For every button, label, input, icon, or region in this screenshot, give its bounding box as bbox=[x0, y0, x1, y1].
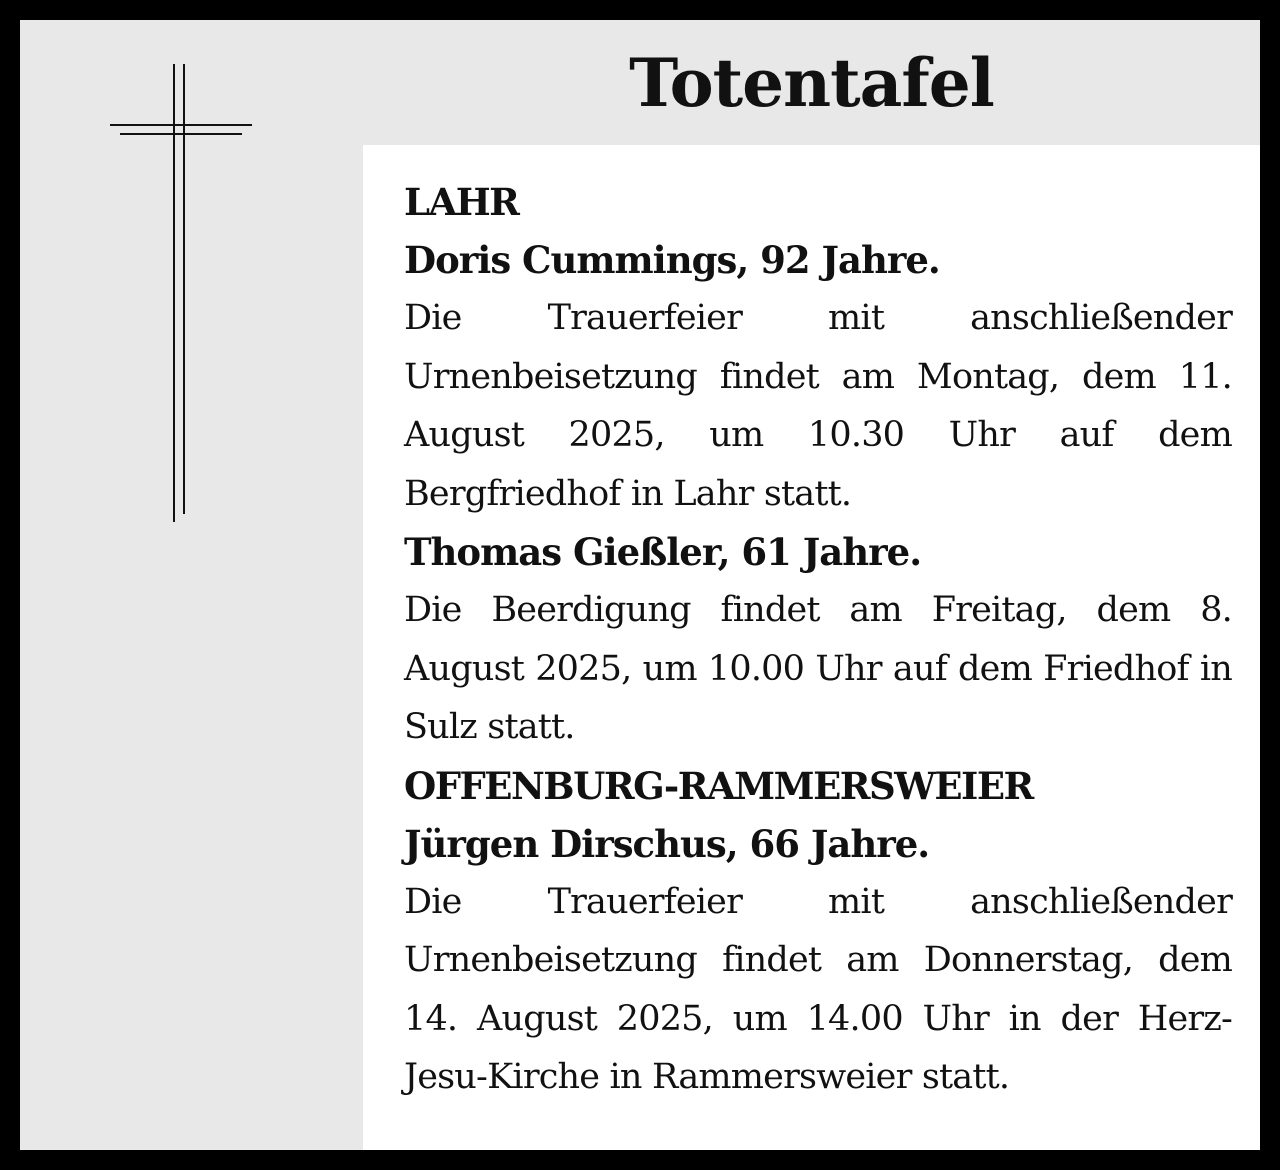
obituary-board bbox=[20, 20, 1260, 1150]
page-title: Totentafel bbox=[629, 44, 994, 122]
deceased-name: Thomas Gießler, 61 Jahre. bbox=[404, 530, 922, 574]
obituary-entry bbox=[404, 757, 1232, 1107]
obituary-list bbox=[363, 145, 1260, 1150]
place-heading: LAHR bbox=[404, 180, 519, 224]
deceased-name: Doris Cummings, 92 Jahre. bbox=[404, 238, 940, 282]
cross-icon bbox=[108, 64, 253, 524]
obituary-entry bbox=[404, 523, 1232, 757]
deceased-name: Jürgen Dirschus, 66 Jahre. bbox=[404, 821, 930, 866]
place-heading: OFFENBURG-RAMMERSWEIER bbox=[404, 763, 1033, 808]
funeral-details: Die Beerdigung findet am Freitag, dem 8. August 2025, um 10.00 Uhr auf dem Friedhof in Sulz statt. bbox=[404, 590, 1232, 747]
funeral-details: Die Trauerfeier mit anschließender Urnenbeisetzung findet am Montag, dem 11. August 2025, um 10.30 Uhr auf dem Bergfriedhof in Lahr statt. bbox=[404, 298, 1232, 514]
funeral-details: Die Trauerfeier mit anschließender Urnenbeisetzung findet am Donnerstag, dem 14. August 2025, um 14.00 Uhr in der Herz-Jesu-Kirche in Rammersweier statt. bbox=[404, 881, 1232, 1097]
obituary-entry bbox=[404, 173, 1232, 523]
